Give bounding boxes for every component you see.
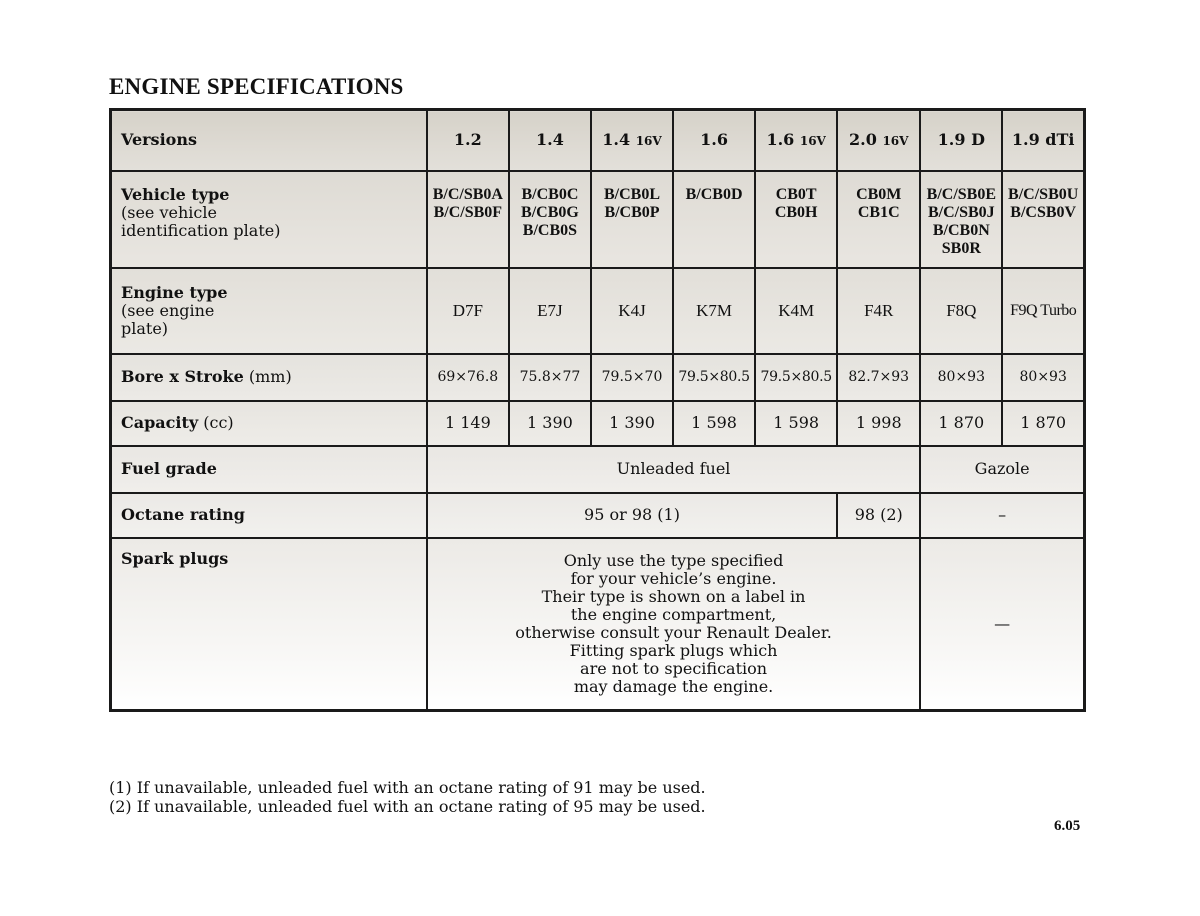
page-number: 6.05 bbox=[1054, 818, 1081, 834]
vehicle-type-cell: CB0M CB1C bbox=[837, 171, 920, 268]
vehicle-type-label: Vehicle type bbox=[121, 184, 230, 204]
bore-stroke-cell: 79.5×70 bbox=[591, 354, 673, 401]
capacity-cell: 1 598 bbox=[755, 401, 837, 446]
bore-stroke-cell: 80×93 bbox=[1002, 354, 1084, 401]
version-cell: 2.0 16V bbox=[837, 110, 920, 171]
bore-stroke-cell: 69×76.8 bbox=[427, 354, 509, 401]
engine-type-cell: F9Q Turbo bbox=[1002, 268, 1084, 354]
vehicle-type-cell: B/C/SB0U B/CSB0V bbox=[1002, 171, 1084, 268]
bore-stroke-cell: 75.8×77 bbox=[509, 354, 591, 401]
engine-type-label-cell bbox=[111, 268, 427, 354]
footnote-2: (2) If unavailable, unleaded fuel with an octane rating of 95 may be used. bbox=[109, 797, 706, 816]
capacity-cell: 1 998 bbox=[837, 401, 920, 446]
capacity-cell: 1 870 bbox=[920, 401, 1002, 446]
bore-stroke-label: Bore x Stroke bbox=[121, 367, 244, 386]
bore-stroke-cell: 79.5×80.5 bbox=[673, 354, 755, 401]
spark-plugs-label: Spark plugs bbox=[111, 538, 427, 711]
vehicle-type-cell: B/C/SB0A B/C/SB0F bbox=[427, 171, 509, 268]
version-cell: 1.2 bbox=[427, 110, 509, 171]
engine-type-cell: D7F bbox=[427, 268, 509, 354]
version-cell: 1.4 bbox=[509, 110, 591, 171]
capacity-row bbox=[111, 401, 1085, 446]
fuel-grade-petrol: Unleaded fuel bbox=[427, 446, 920, 493]
bore-stroke-unit: (mm) bbox=[243, 367, 292, 386]
octane-label: Octane rating bbox=[111, 493, 427, 538]
engine-type-cell: K7M bbox=[673, 268, 755, 354]
engine-type-cell: F8Q bbox=[920, 268, 1002, 354]
bore-stroke-cell: 82.7×93 bbox=[837, 354, 920, 401]
capacity-cell: 1 390 bbox=[591, 401, 673, 446]
spark-plugs-diesel: — bbox=[920, 538, 1084, 711]
version-cell: 1.9 dTi bbox=[1002, 110, 1084, 171]
engine-type-cell: K4J bbox=[591, 268, 673, 354]
engine-type-cell: F4R bbox=[837, 268, 920, 354]
version-cell: 1.9 D bbox=[920, 110, 1002, 171]
engine-type-note: (see engine plate) bbox=[121, 300, 215, 338]
versions-row bbox=[111, 110, 1085, 171]
capacity-label-cell bbox=[111, 401, 427, 446]
bore-stroke-cell: 80×93 bbox=[920, 354, 1002, 401]
bore-stroke-label-cell bbox=[111, 354, 427, 401]
engine-type-label: Engine type bbox=[121, 282, 228, 302]
version-cell: 1.6 16V bbox=[755, 110, 837, 171]
engine-type-cell: E7J bbox=[509, 268, 591, 354]
engine-type-row bbox=[111, 268, 1085, 354]
spark-plugs-row bbox=[111, 538, 1085, 711]
fuel-grade-label: Fuel grade bbox=[111, 446, 427, 493]
capacity-cell: 1 390 bbox=[509, 401, 591, 446]
spark-plugs-text: Only use the type specified for your vehicle’s engine. Their type is shown on a label in the engine compartment, otherwise consult your Renault Dealer. Fitting spark plugs which are not to specification may damage the engine. bbox=[427, 538, 920, 711]
vehicle-type-cell: B/CB0L B/CB0P bbox=[591, 171, 673, 268]
version-cell: 1.6 bbox=[673, 110, 755, 171]
capacity-cell: 1 598 bbox=[673, 401, 755, 446]
version-cell: 1.4 16V bbox=[591, 110, 673, 171]
capacity-unit: (cc) bbox=[198, 413, 234, 432]
vehicle-type-row bbox=[111, 171, 1085, 268]
fuel-grade-row bbox=[111, 446, 1085, 493]
versions-label: Versions bbox=[111, 110, 427, 171]
capacity-cell: 1 870 bbox=[1002, 401, 1084, 446]
fuel-grade-diesel: Gazole bbox=[920, 446, 1084, 493]
octane-alt: 98 (2) bbox=[837, 493, 920, 538]
octane-row bbox=[111, 493, 1085, 538]
vehicle-type-cell: B/C/SB0E B/C/SB0J B/CB0N SB0R bbox=[920, 171, 1002, 268]
vehicle-type-cell: B/CB0C B/CB0G B/CB0S bbox=[509, 171, 591, 268]
footnotes bbox=[109, 778, 706, 816]
engine-spec-table bbox=[109, 108, 1086, 712]
vehicle-type-cell: B/CB0D bbox=[673, 171, 755, 268]
bore-stroke-cell: 79.5×80.5 bbox=[755, 354, 837, 401]
vehicle-type-cell: CB0T CB0H bbox=[755, 171, 837, 268]
octane-diesel: – bbox=[920, 493, 1084, 538]
footnote-1: (1) If unavailable, unleaded fuel with an octane rating of 91 may be used. bbox=[109, 778, 706, 797]
octane-main: 95 or 98 (1) bbox=[427, 493, 837, 538]
page-title: ENGINE SPECIFICATIONS bbox=[109, 74, 404, 99]
capacity-label: Capacity bbox=[121, 413, 199, 432]
engine-type-cell: K4M bbox=[755, 268, 837, 354]
capacity-cell: 1 149 bbox=[427, 401, 509, 446]
vehicle-type-label-cell bbox=[111, 171, 427, 268]
bore-stroke-row bbox=[111, 354, 1085, 401]
vehicle-type-note: (see vehicle identification plate) bbox=[121, 202, 281, 240]
